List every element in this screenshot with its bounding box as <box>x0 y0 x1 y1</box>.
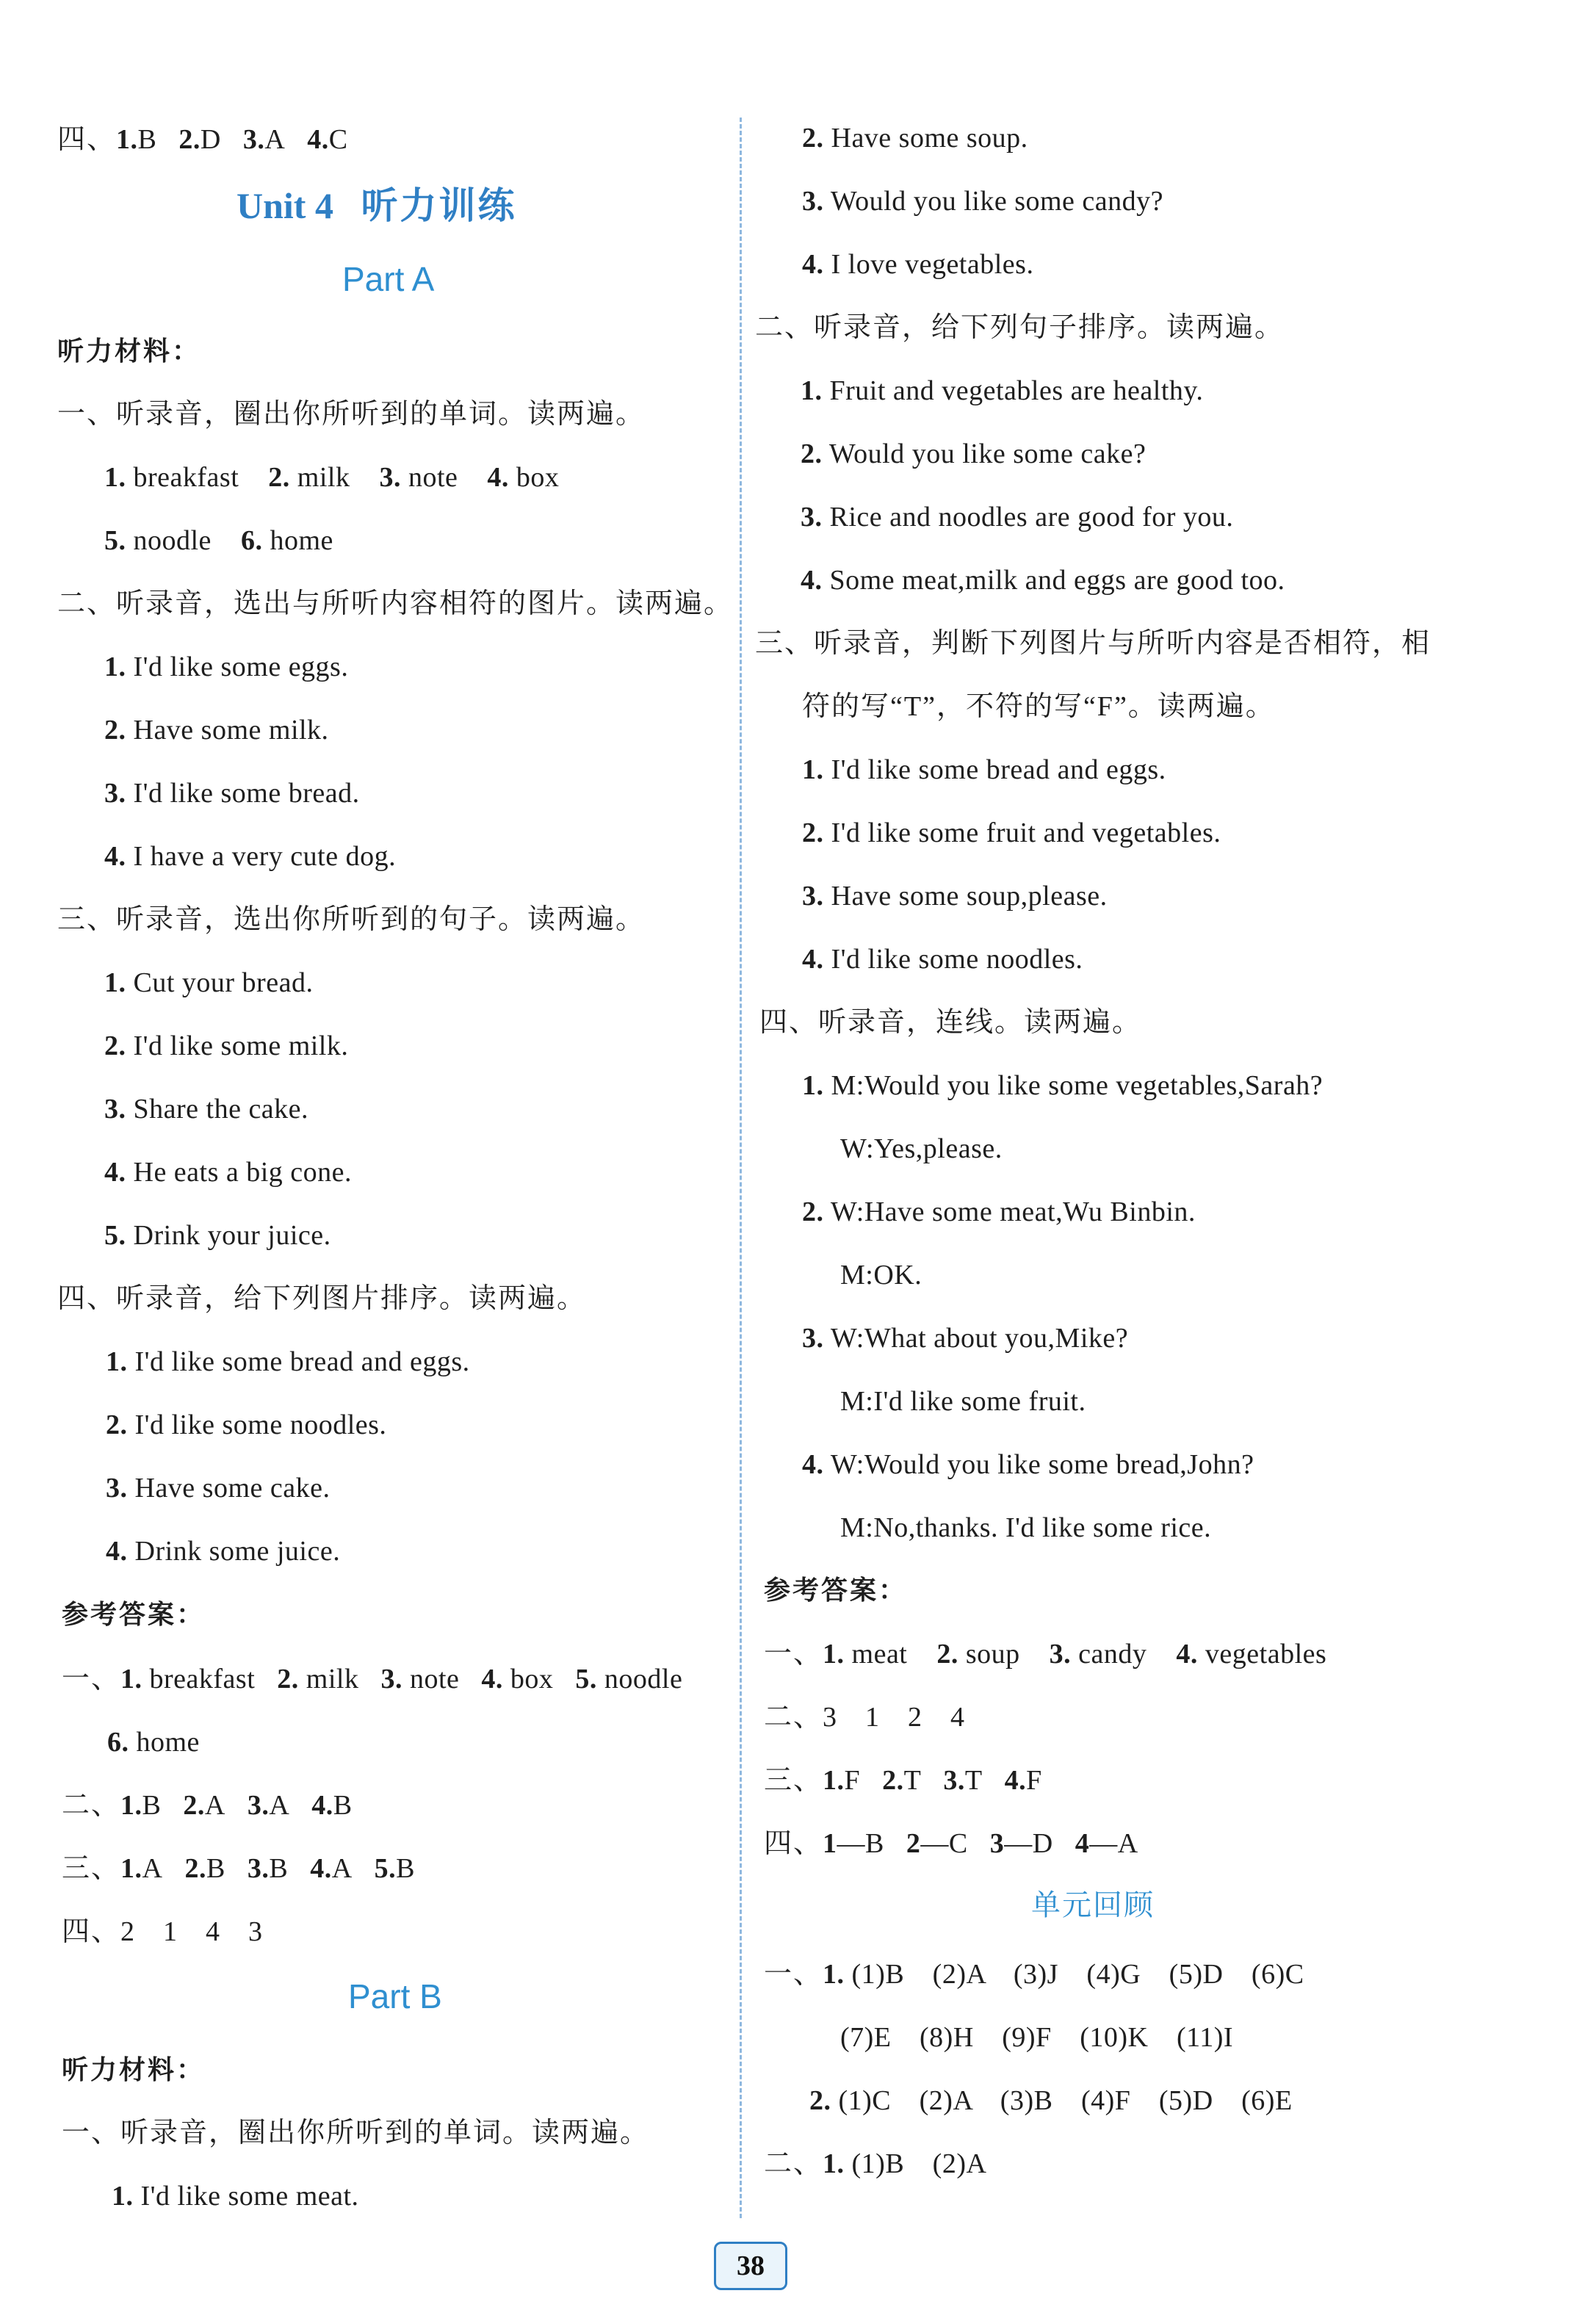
page-number: 38 <box>714 2242 787 2290</box>
dialog-line: M:OK. <box>840 1260 922 1291</box>
part-b-title: Part B <box>348 1977 442 2015</box>
unit-review-title: 单元回顾 <box>1031 1888 1155 1922</box>
list-item: 2. I'd like some milk. <box>104 1030 349 1061</box>
dialog-line: M:No,thanks. I'd like some rice. <box>840 1512 1212 1543</box>
list-item: 4. He eats a big cone. <box>104 1157 353 1188</box>
answer-line: 三、1.A 2.B 3.B 4.A 5.B <box>62 1853 415 1884</box>
dialog-line: 4. W:Would you like some bread,John? <box>802 1449 1254 1480</box>
word-row: 1. breakfast 2. milk 3. note 4. box <box>104 462 560 493</box>
answer-line: 6. home <box>107 1727 200 1758</box>
list-item: 1. I'd like some meat. <box>112 2181 359 2212</box>
answer-line: 一、1. meat 2. soup 3. candy 4. vegetables <box>764 1639 1327 1670</box>
list-item: 4. I'd like some noodles. <box>802 944 1083 975</box>
list-item: 3. Would you like some candy? <box>802 186 1164 217</box>
list-item: 3. Have some soup,please. <box>802 881 1108 912</box>
list-item: 3. Rice and noodles are good for you. <box>801 502 1234 533</box>
review-line: (7)E (8)H (9)F (10)K (11)I <box>840 2022 1234 2053</box>
section-heading-cont: 符的写“T”，不符的写“F”。读两遍。 <box>802 691 1275 722</box>
list-item: 3. Share the cake. <box>104 1094 309 1125</box>
answer-line: 三、1.F 2.T 3.T 4.F <box>764 1765 1042 1796</box>
list-item: 4. I love vegetables. <box>802 249 1034 280</box>
dialog-line: M:I'd like some fruit. <box>840 1386 1086 1417</box>
list-item: 1. Fruit and vegetables are healthy. <box>801 375 1204 406</box>
review-line: 一、1. (1)B (2)A (3)J (4)G (5)D (6)C <box>764 1959 1304 1990</box>
review-line: 二、1. (1)B (2)A <box>764 2148 987 2179</box>
list-item: 1. I'd like some bread and eggs. <box>106 1346 470 1377</box>
list-item: 3. I'd like some bread. <box>104 778 360 809</box>
materials-label: 听力材料： <box>57 336 201 367</box>
list-item: 2. Have some milk. <box>104 715 329 746</box>
list-item: 2. Have some soup. <box>802 123 1028 154</box>
materials-label: 听力材料： <box>62 2055 206 2085</box>
part-a-title: Part A <box>342 260 435 298</box>
dialog-line: 3. W:What about you,Mike? <box>802 1323 1129 1354</box>
top-answer-line: 四、1.B 2.D 3.A 4.C <box>57 124 348 155</box>
list-item: 2. Would you like some cake? <box>801 438 1147 469</box>
section-heading: 二、听录音，选出与所听内容相符的图片。读两遍。 <box>57 588 734 619</box>
answers-label: 参考答案： <box>62 1600 206 1630</box>
list-item: 4. I have a very cute dog. <box>104 841 397 872</box>
section-heading: 二、听录音，给下列句子排序。读两遍。 <box>755 312 1285 343</box>
answers-label: 参考答案： <box>764 1575 908 1606</box>
list-item: 2. I'd like some fruit and vegetables. <box>802 817 1221 848</box>
answer-line: 二、1.B 2.A 3.A 4.B <box>62 1790 353 1821</box>
answer-line: 一、1. breakfast 2. milk 3. note 4. box 5. noodle <box>62 1664 683 1694</box>
list-item: 4. Some meat,milk and eggs are good too. <box>801 565 1285 596</box>
list-item: 3. Have some cake. <box>106 1473 331 1504</box>
list-item: 1. Cut your bread. <box>104 967 314 998</box>
list-item: 2. I'd like some noodles. <box>106 1409 387 1440</box>
column-divider <box>740 118 742 2218</box>
section-heading: 四、听录音，给下列图片排序。读两遍。 <box>57 1283 587 1314</box>
list-item: 4. Drink some juice. <box>106 1536 341 1567</box>
list-item: 1. I'd like some eggs. <box>104 651 349 682</box>
dialog-line: 1. M:Would you like some vegetables,Sarah? <box>802 1070 1324 1101</box>
section-heading: 一、听录音，圈出你所听到的单词。读两遍。 <box>57 399 646 430</box>
word-row: 5. noodle 6. home <box>104 525 333 556</box>
list-item: 1. I'd like some bread and eggs. <box>802 754 1166 785</box>
list-item: 5. Drink your juice. <box>104 1220 331 1251</box>
dialog-line: W:Yes,please. <box>840 1133 1003 1164</box>
section-heading: 三、听录音，判断下列图片与所听内容是否相符，相 <box>755 628 1431 659</box>
section-heading: 四、听录音，连线。读两遍。 <box>759 1007 1142 1038</box>
unit-title: Unit 4 听力训练 <box>236 184 517 227</box>
review-line: 2. (1)C (2)A (3)B (4)F (5)D (6)E <box>809 2085 1293 2116</box>
answer-line: 四、2 1 4 3 <box>62 1916 263 1947</box>
section-heading: 一、听录音，圈出你所听到的单词。读两遍。 <box>62 2118 650 2148</box>
dialog-line: 2. W:Have some meat,Wu Binbin. <box>802 1196 1196 1227</box>
answer-line: 二、3 1 2 4 <box>764 1702 965 1733</box>
section-heading: 三、听录音，选出你所听到的句子。读两遍。 <box>57 904 646 935</box>
answer-line: 四、1—B 2—C 3—D 4—A <box>764 1828 1138 1859</box>
